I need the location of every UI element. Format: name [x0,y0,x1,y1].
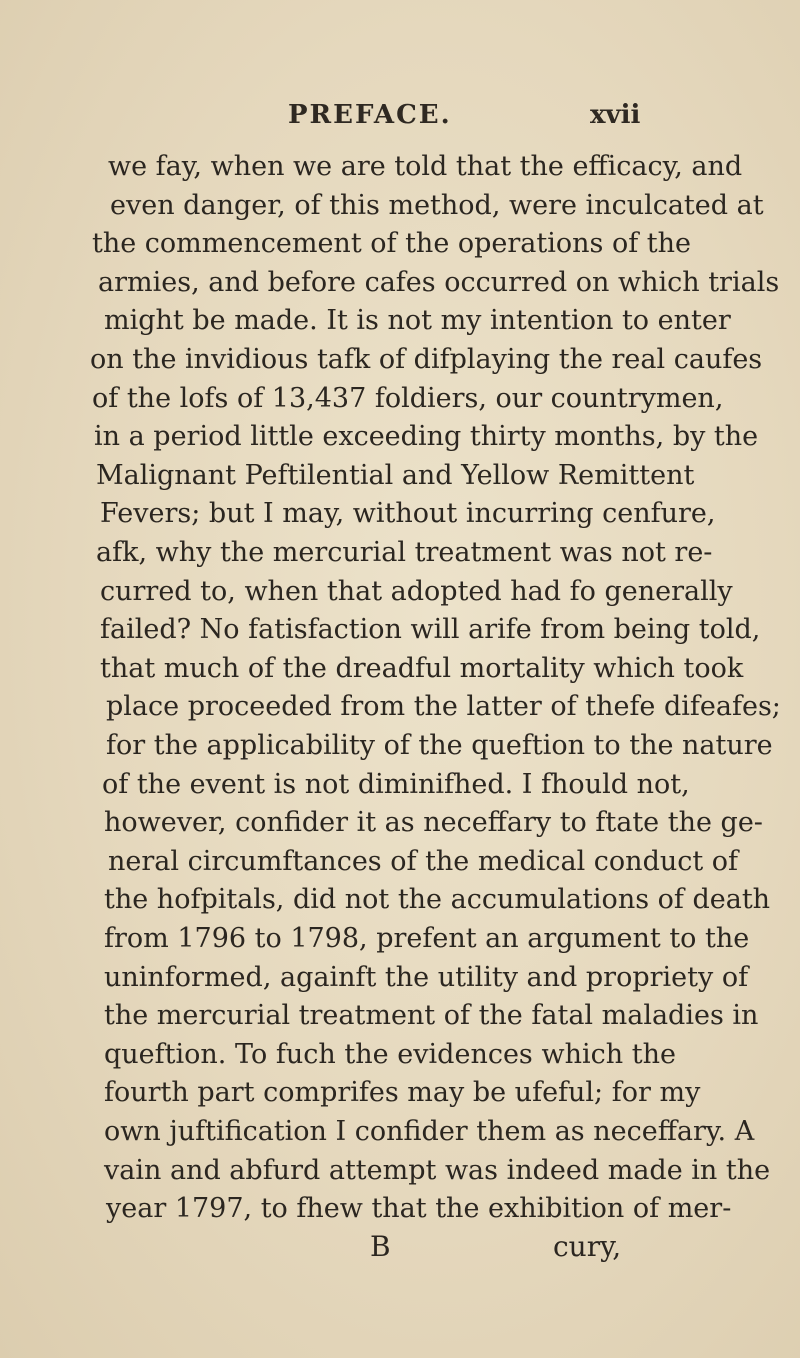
text-line: on the invidious tafk of difplaying the real caufes [90,344,763,375]
text-line: that much of the dreadful mortality which took [100,652,744,684]
text-line: even danger, of this method, were inculcated at [110,189,764,221]
text-line: the commencement of the operations of the [92,228,692,260]
text-line: year 1797, to fhew that the exhibition of mer- [106,1193,732,1225]
text-line: of the lofs of 13,437 foldiers, our countrymen, [92,382,724,414]
catchword: cury, [553,1230,622,1263]
text-line: in a period little exceeding thirty months, by the [94,421,759,453]
text-line: we fay, when we are told that the efficacy, and [108,151,743,182]
text-line: place proceeded from the latter of thefe difeafes; [106,691,781,723]
text-line: fourth part comprifes may be ufeful; for my [104,1077,701,1109]
text-line: armies, and before cafes occurred on which trials [98,266,780,298]
text-line: curred to, when that adopted had fo generally [100,575,733,607]
text-line: uninformed, againft the utility and propriety of [104,961,749,993]
page-footer [0,1230,800,1270]
text-line: of the event is not diminifhed. I fhould not, [102,768,690,800]
text-line: neral circumftances of the medical conduct of [108,845,739,877]
text-line: for the applicability of the queftion to the nature [106,730,773,761]
signature-mark: B [370,1230,391,1263]
text-line: queftion. To fuch the evidences which the [104,1038,676,1070]
text-line: Fevers; but I may, without incurring cenfure, [100,498,716,530]
page-header [0,100,800,140]
text-line: from 1796 to 1798, prefent an argument to the [104,923,750,954]
text-line: the hofpitals, did not the accumulations of death [104,884,771,916]
text-line: however, confider it as neceffary to ftate the ge- [104,807,763,839]
running-title: PREFACE. [288,100,452,130]
text-line: own juftification I confider them as neceffary. A [104,1116,755,1147]
text-line: afk, why the mercurial treatment was not re- [96,537,713,568]
text-line: Malignant Peftilential and Yellow Remittent [96,459,695,491]
text-line: vain and abfurd attempt was indeed made in the [104,1154,771,1186]
text-line: failed? No fatisfaction will arife from being told, [100,614,761,646]
text-line: might be made. It is not my intention to enter [104,305,731,337]
page-number: xvii [590,100,641,130]
text-line: the mercurial treatment of the fatal maladies in [104,1000,759,1032]
